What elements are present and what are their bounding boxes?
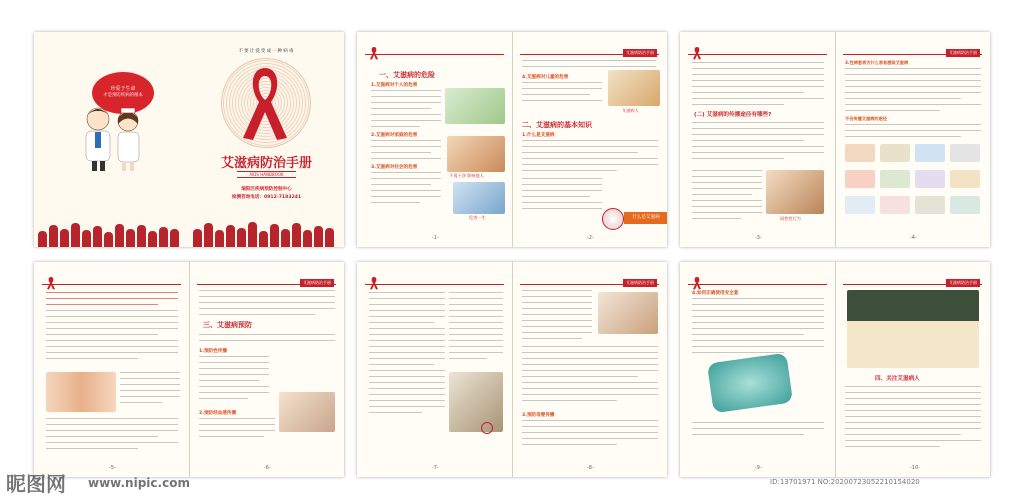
subhead-std: 3.性病患者为什么容易感染艾滋病 (845, 60, 909, 65)
page-6 (189, 262, 344, 477)
header-tag: 艾滋病防治手册 (623, 49, 657, 57)
body-text (522, 82, 602, 106)
body-text (371, 140, 441, 164)
spread-5 (357, 262, 667, 477)
body-text (46, 310, 178, 364)
page-1 (357, 32, 513, 247)
body-text (371, 172, 441, 208)
illustration-couple (766, 170, 824, 214)
bus-icon (950, 170, 980, 188)
subhead-no-transmission: 不会传播艾滋病的途径 (845, 116, 887, 121)
caption-patient: 艾滋病人 (622, 108, 639, 113)
page-3 (680, 32, 836, 247)
page-2 (512, 32, 667, 247)
caption-homosexual: 同性性行为 (780, 216, 801, 221)
speech-line2: 才是预防疾病的根本 (103, 93, 143, 98)
header-tag: 艾滋病防治手册 (623, 279, 657, 287)
caption-family: 不再干净 影响他人 (449, 173, 484, 178)
page-number: -10- (910, 465, 920, 471)
subhead-family: 2.艾滋病对家庭的危害 (371, 133, 418, 138)
toilet-icon (880, 170, 910, 188)
ribbon-icon (369, 276, 379, 290)
body-text (199, 334, 335, 346)
watermark-id: ID:13701971 NO:20200723052210154020 (770, 478, 920, 486)
doctor-nurse-illustration (76, 104, 151, 174)
body-text (845, 386, 981, 452)
what-is-aids-banner: 什么是艾滋病 (624, 212, 667, 224)
header-tag: 艾滋病防治手册 (946, 49, 980, 57)
no-sign-icon (481, 422, 493, 434)
body-text (692, 170, 762, 224)
spread-3 (680, 32, 990, 247)
red-ribbon-icon (235, 62, 295, 142)
page-number: -8- (587, 465, 594, 471)
spread-2 (357, 32, 667, 247)
hug-icon (845, 170, 875, 188)
watermark-url: www.nipic.com (88, 476, 190, 490)
body-text (522, 420, 658, 450)
ribbon-icon (46, 276, 56, 290)
subhead-sexual: 1.预防性传播 (199, 349, 227, 354)
back-cover (34, 32, 190, 247)
front-cover (189, 32, 344, 247)
cover-title: 艾滋病防治手册 (220, 156, 312, 171)
body-text (522, 290, 592, 344)
page-4 (835, 32, 990, 247)
section-care: 四、关注艾滋病人 (875, 376, 920, 382)
cough-icon (845, 196, 875, 214)
body-text (369, 292, 445, 418)
subhead-society: 3.艾滋病对社会的危害 (371, 165, 418, 170)
cover-subtitle: AIDS HANDBOOK (237, 171, 296, 178)
section-prevention: 三、艾滋病预防 (203, 321, 252, 329)
subhead-mother-child: 3.预防母婴传播 (522, 413, 555, 418)
spread-6 (680, 262, 990, 477)
swimming-icon (915, 144, 945, 162)
illustration-aids-patient (608, 70, 660, 106)
illustration-couple-bed (279, 392, 335, 432)
kiss-icon (880, 196, 910, 214)
virus-shield-illustration (602, 208, 624, 230)
body-text (692, 62, 824, 110)
subhead-children: 4.艾滋病对儿童的危害 (522, 75, 569, 80)
body-text (199, 356, 269, 404)
hands-row-left (34, 221, 189, 247)
illustration-family (447, 136, 505, 172)
body-text (522, 346, 658, 406)
subhead-condom: 4.如何正确使用安全套 (692, 291, 739, 296)
cover-phone: 检测咨询电话：0912-7183241 (231, 195, 302, 200)
page-number: -9- (755, 465, 762, 471)
hands-row-right (189, 219, 344, 247)
watermark-logo: 昵图网 (6, 472, 66, 496)
page-7 (357, 262, 513, 477)
subhead-what-is: 1.什么是艾滋病 (522, 133, 555, 138)
cover-org: 瑞阳区疾病预防控制中心 (241, 187, 292, 192)
section-transmission: (二) 艾滋病的传播途径有哪些? (694, 112, 772, 118)
page-number: -2- (587, 235, 594, 241)
page-number: -1- (432, 235, 439, 241)
page-9 (680, 262, 836, 477)
page-8 (512, 262, 667, 477)
spread-cover (34, 32, 344, 247)
study-icon (950, 196, 980, 214)
body-text (522, 178, 602, 214)
page-number: -3- (755, 235, 762, 241)
body-text (199, 290, 335, 320)
phone-icon (915, 170, 945, 188)
handshake-icon (845, 144, 875, 162)
body-text (120, 372, 180, 408)
page-10 (835, 262, 990, 477)
header-tag: 艾滋病防治手册 (300, 279, 334, 287)
illustration-classroom (847, 290, 979, 368)
body-text (522, 140, 658, 176)
eating-icon (880, 144, 910, 162)
illustration-patient (445, 88, 505, 124)
page-number: -4- (910, 235, 917, 241)
page-number: -5- (109, 465, 116, 471)
body-text (371, 90, 441, 132)
body-text (199, 418, 275, 442)
body-text (449, 292, 503, 364)
safe-contact-icons (845, 144, 981, 214)
section-title-danger: 一、艾滋病的危险 (379, 71, 435, 79)
body-text (692, 422, 824, 440)
body-text (692, 122, 824, 164)
spread-4 (34, 262, 344, 477)
body-text (845, 68, 981, 116)
mosquito-icon (950, 144, 980, 162)
ribbon-icon (692, 46, 702, 60)
speech-line1: 珍爱于生命 (110, 86, 136, 92)
body-text (46, 418, 178, 454)
work-icon (915, 196, 945, 214)
illustration-symptoms (46, 372, 116, 412)
body-text (845, 124, 981, 142)
illustration-injection (449, 372, 503, 432)
subhead-blood: 2.预防经血液传播 (199, 411, 237, 416)
body-text-red (46, 292, 178, 310)
illustration-hospital (453, 182, 505, 214)
page-number: -6- (264, 465, 271, 471)
subhead-personal: 1.艾滋病对个人的危害 (371, 83, 418, 88)
page-5 (34, 262, 190, 477)
header-tag: 艾滋病防治手册 (946, 279, 980, 287)
section-title-basics: 二、艾滋病的基本知识 (522, 121, 592, 129)
caption-life: 危害一生 (469, 215, 486, 220)
body-text (692, 298, 824, 358)
cover-tagline: 不要让爱变成一种病毒 (238, 49, 295, 54)
illustration-condom (707, 353, 793, 414)
page-number: -7- (432, 465, 439, 471)
ribbon-icon (369, 46, 379, 60)
ribbon-icon (692, 276, 702, 290)
illustration-doctor-consult (598, 292, 658, 334)
